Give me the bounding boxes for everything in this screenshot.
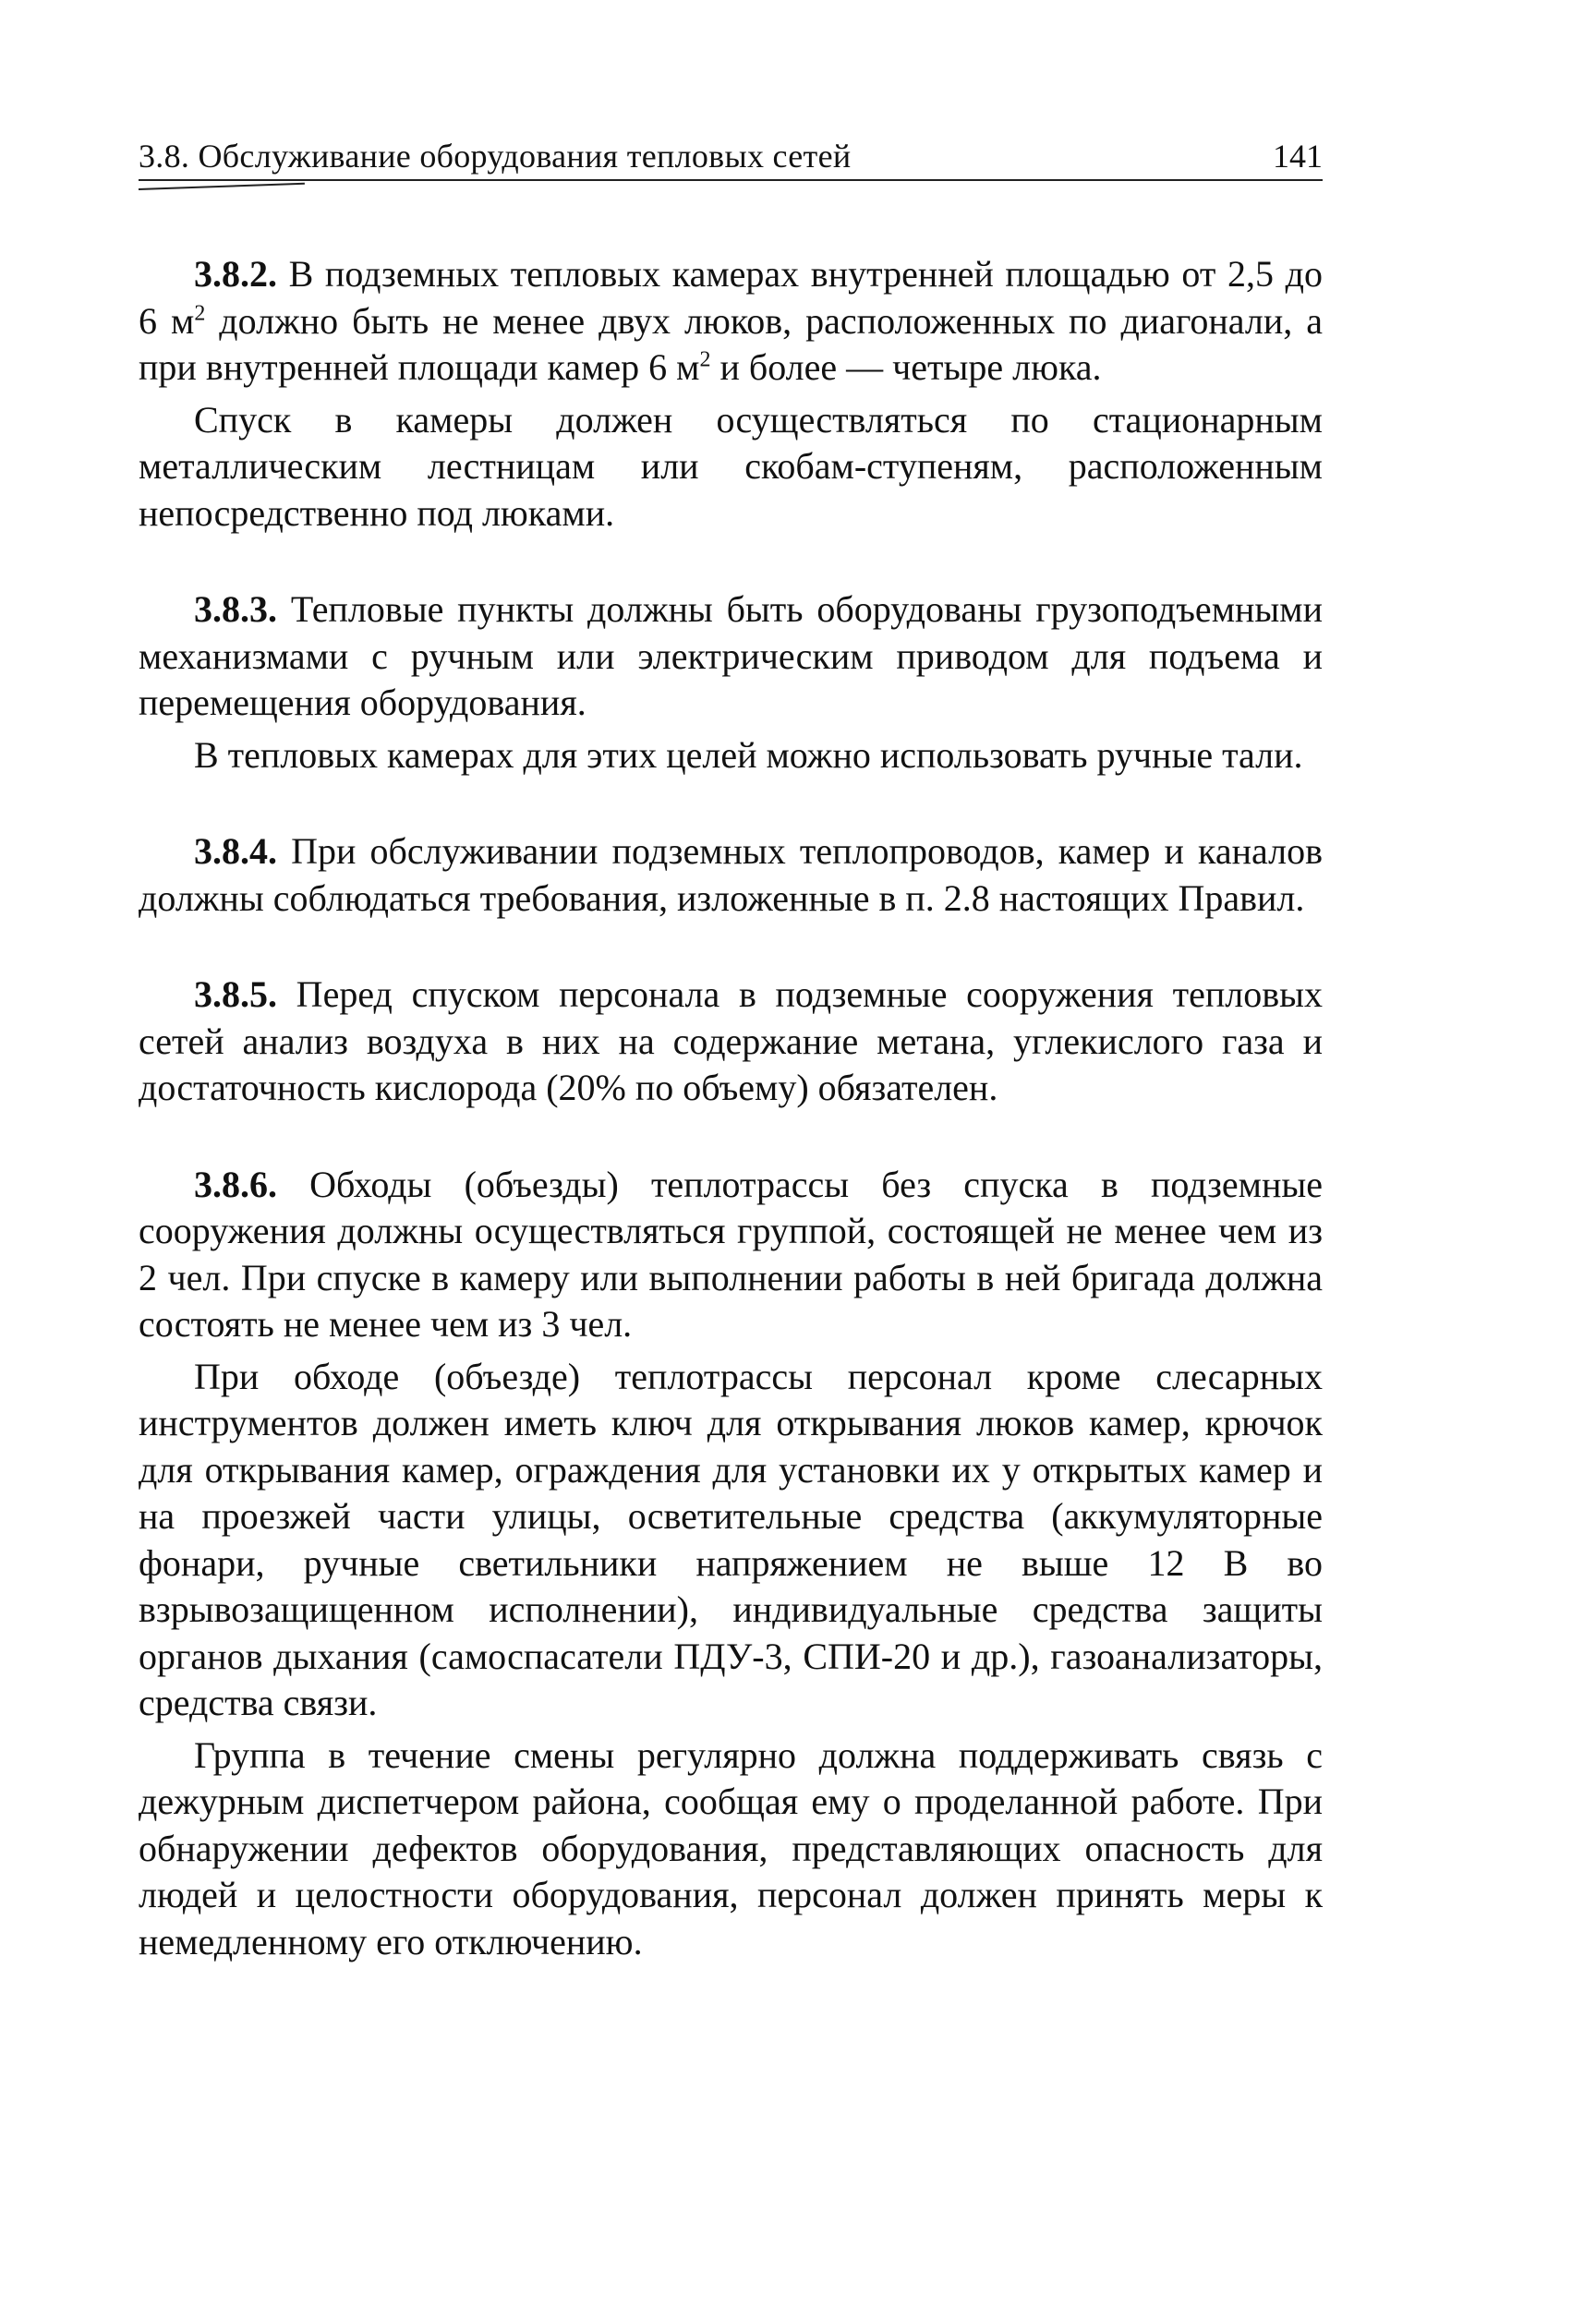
paragraph-descent: [139, 397, 1323, 537]
section-number: 3.8.4.: [194, 830, 277, 872]
paragraph-text: Спуск в камеры должен осуществляться по стационарным металлическим лестницам или скобам-ступеням, расположенным непосредственно под люками.: [139, 398, 1323, 534]
paragraph-3-8-6: [139, 1162, 1323, 1348]
header-rule: [139, 179, 1323, 181]
page-number: 141: [1273, 138, 1323, 175]
running-header: [139, 129, 1323, 181]
header-rule-accent: [139, 183, 305, 190]
paragraph-text: должно быть не менее двух люков, расположенных по диагонали, а при внутренней площади камер 6 м: [139, 299, 1323, 388]
running-title: 3.8. Обслуживание оборудования тепловых сетей: [139, 138, 852, 175]
paragraph-text: При обходе (объезде) теплотрассы персонал кроме слесарных инструментов должен иметь ключ для открывания люков камер, крючок для открывания камер, ограждения для установки их у открытых камер и на проезжей части улицы, осветительные средства (аккумуляторные фонари, ручные светильники напряжением не выше 12 В во взрывозащищенном исполнении), индивидуальные средства защиты органов дыхания (самоспасатели ПДУ-3, СПИ-20 и др.), газоанализаторы, средства связи.: [139, 1355, 1323, 1723]
paragraph-text: Обходы (объезды) теплотрассы без спуска в подземные сооружения должны осуществляться группой, состоящей не менее чем из 2 чел. При спуске в камеру или выполнении работы в ней бригада должна состоять не менее чем из 3 чел.: [139, 1163, 1323, 1345]
paragraph-text: В подземных тепловых камерах внутренней площадью от 2,5 до 6 м: [139, 253, 1323, 342]
paragraph-hoists: [139, 732, 1323, 779]
paragraph-text: В тепловых камерах для этих целей можно использовать ручные тали.: [194, 733, 1303, 776]
paragraph-3-8-2: [139, 251, 1323, 392]
paragraph-text: и более — четыре люка.: [710, 346, 1102, 388]
section-number: 3.8.5.: [194, 973, 277, 1015]
paragraph-text: Перед спуском персонала в подземные сооружения тепловых сетей анализ воздуха в них на содержание метана, углекислого газа и достаточность кислорода (20% по объему) обязателен.: [139, 973, 1323, 1108]
paragraph-3-8-3: [139, 586, 1323, 727]
section-number: 3.8.2.: [194, 253, 277, 295]
paragraph-3-8-4: [139, 828, 1323, 922]
paragraph-communication: [139, 1733, 1323, 1966]
paragraph-text: При обслуживании подземных теплопроводов, камер и каналов должны соблюдаться требования, изложенные в п. 2.8 настоящих Правил.: [139, 830, 1323, 919]
section-number: 3.8.6.: [194, 1163, 277, 1205]
section-number: 3.8.3.: [194, 588, 277, 630]
body-text: [139, 251, 1323, 1965]
paragraph-3-8-5: [139, 972, 1323, 1112]
paragraph-text: Тепловые пункты должны быть оборудованы грузоподъемными механизмами с ручным или электрическим приводом для подъема и перемещения оборудования.: [139, 588, 1323, 723]
superscript: 2: [699, 347, 711, 372]
superscript: 2: [194, 301, 206, 326]
paragraph-equipment: [139, 1354, 1323, 1727]
paragraph-text: Группа в течение смены регулярно должна поддерживать связь с дежурным диспетчером района, сообщая ему о проделанной работе. При обнаружении дефектов оборудования, представляющих опасность для людей и целостности оборудования, персонал должен принять меры к немедленному его отключению.: [139, 1733, 1323, 1962]
